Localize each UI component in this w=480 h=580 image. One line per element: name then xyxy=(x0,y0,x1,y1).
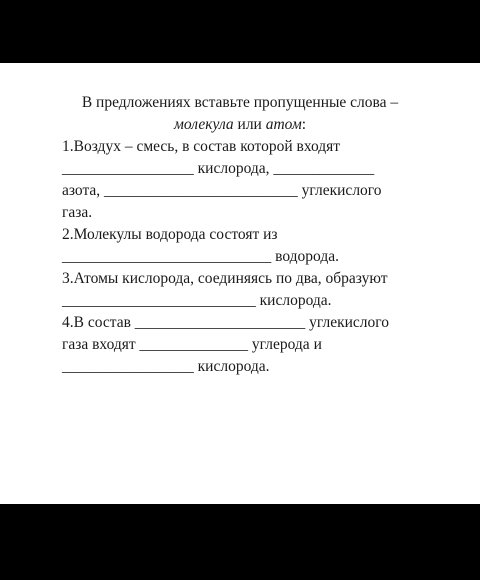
task-line: газа. xyxy=(62,204,93,221)
task-line: азота, _________________________ углекислого xyxy=(62,182,382,199)
word-atom: атом xyxy=(265,116,302,133)
heading-line-2 xyxy=(0,116,480,134)
task-line: газа входят ______________ углерода и xyxy=(62,336,322,353)
heading-connector: или xyxy=(233,116,266,133)
task-line: _________________ кислорода, _____________ xyxy=(62,160,375,177)
word-molecule: молекула xyxy=(173,116,234,133)
heading-colon: : xyxy=(301,116,307,133)
task-line: ___________________________ водорода. xyxy=(62,248,339,265)
task-line: 4.В состав ______________________ углекислого xyxy=(62,314,389,331)
task-line: 3.Атомы кислорода, соединяясь по два, образуют xyxy=(62,270,388,287)
heading-line-1: В предложениях вставьте пропущенные слова – xyxy=(81,94,399,111)
task-line: _________________________ кислорода. xyxy=(62,292,332,309)
task-line: 2.Молекулы водорода состоят из xyxy=(62,226,278,243)
task-line: 1.Воздух – смесь, в состав которой входят xyxy=(62,138,341,155)
task-line: _________________ кислорода. xyxy=(62,358,270,375)
worksheet-page xyxy=(0,63,480,504)
